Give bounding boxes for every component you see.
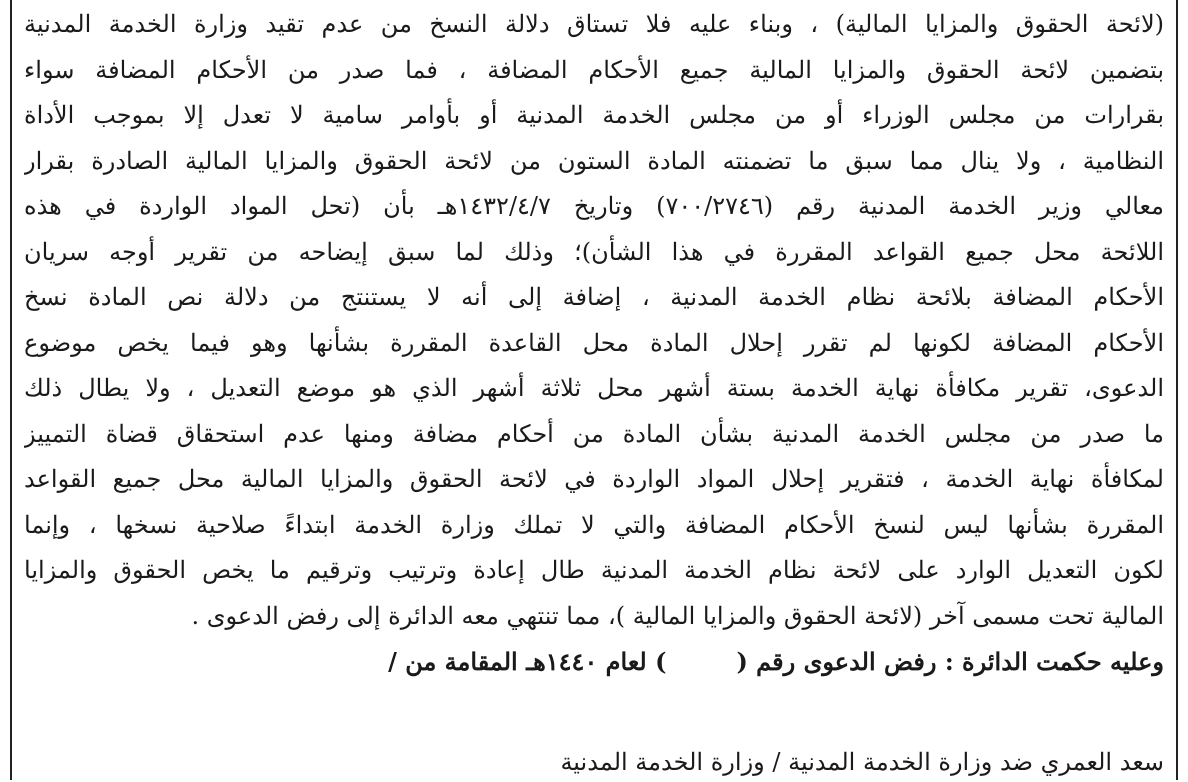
document-body [24, 2, 1164, 685]
verdict-text-start: وعليه حكمت الدائرة : رفض الدعوى رقم ( [736, 647, 1164, 676]
paragraph-line-6: اللائحة محل جميع القواعد المقررة في هذا الشأن)؛ وذلك لما سبق إيضاحه من تقرير أوجه سريان [24, 237, 1164, 266]
partially-visible-line: سعد العمري ضد وزارة الخدمة المدنية / وزارة الخدمة المدنية [560, 748, 1164, 776]
paragraph-line-4: النظامية ، ولا ينال مما سبق ما تضمنته المادة الستون من لائحة الحقوق والمزايا المالية الصادرة بقرار [24, 146, 1164, 175]
paragraph-line-10: ما صدر من مجلس الخدمة المدنية بشأن المادة من أحكام مضافة ومنها عدم استحقاق قضاة التمييز [24, 419, 1164, 448]
paragraph-line-14: المالية تحت مسمى آخر (لائحة الحقوق والمزايا المالية )، مما تنتهي معه الدائرة إلى رفض الدعوى . [191, 601, 1164, 630]
redaction-patch-left-edge [12, 690, 34, 762]
paragraph-line-12: المقررة بشأنها ليس لنسخ الأحكام المضافة والتي لا تملك وزارة الخدمة ابتداءً صلاحية نسخها ، وإنما [24, 510, 1164, 539]
paragraph-line-1: (لائحة الحقوق والمزايا المالية) ، وبناء عليه فلا تستاق دلالة النسخ من عدم تقيد وزارة الخدمة المدنية [24, 10, 1164, 38]
redaction-patch-name [30, 700, 220, 742]
verdict-line [24, 639, 1164, 685]
paragraph-line-8: الأحكام المضافة لكونها لم تقرر إحلال المادة محل القاعدة المقررة بشأنها وهو فيما يخص موضوع [24, 328, 1164, 357]
paragraph-line-5: معالي وزير الخدمة المدنية رقم (٧٠٠/٢٧٤٦) وتاريخ ١٤٣٢/٤/٧هـ بأن (تحل المواد الواردة في هذه [24, 192, 1164, 220]
paragraph-line-2: بتضمين لائحة الحقوق والمزايا المالية جميع الأحكام المضافة ، فما صدر من الأحكام المضافة سواء [24, 55, 1164, 84]
paragraph-line-11: لمكافأة نهاية الخدمة ، فتقرير إحلال المواد الواردة في لائحة الحقوق والمزايا المالية محل جميع القواعد [24, 465, 1164, 493]
paragraph-line-9: الدعوى، تقرير مكافأة نهاية الخدمة بستة أشهر محل ثلاثة أشهر الذي هو موضع التعديل ، ولا يطال ذلك [24, 374, 1164, 402]
paragraph-line-7: الأحكام المضافة بلائحة نظام الخدمة المدنية ، إضافة إلى أنه لا يستنتج من دلالة نص المادة نسخ [24, 283, 1164, 311]
paragraph-line-3: بقرارات من مجلس الوزراء أو من مجلس الخدمة المدنية أو بأوامر سامية لا تعدل إلا بموجب الأداة [24, 101, 1164, 129]
paragraph-line-13: لكون التعديل الوارد على لائحة نظام الخدمة المدنية طال إعادة وترتيب وترقيم ما يخص الحقوق والمزايا [24, 556, 1164, 584]
verdict-text-end: ) لعام ١٤٤٠هـ المقامة من / [388, 647, 667, 676]
